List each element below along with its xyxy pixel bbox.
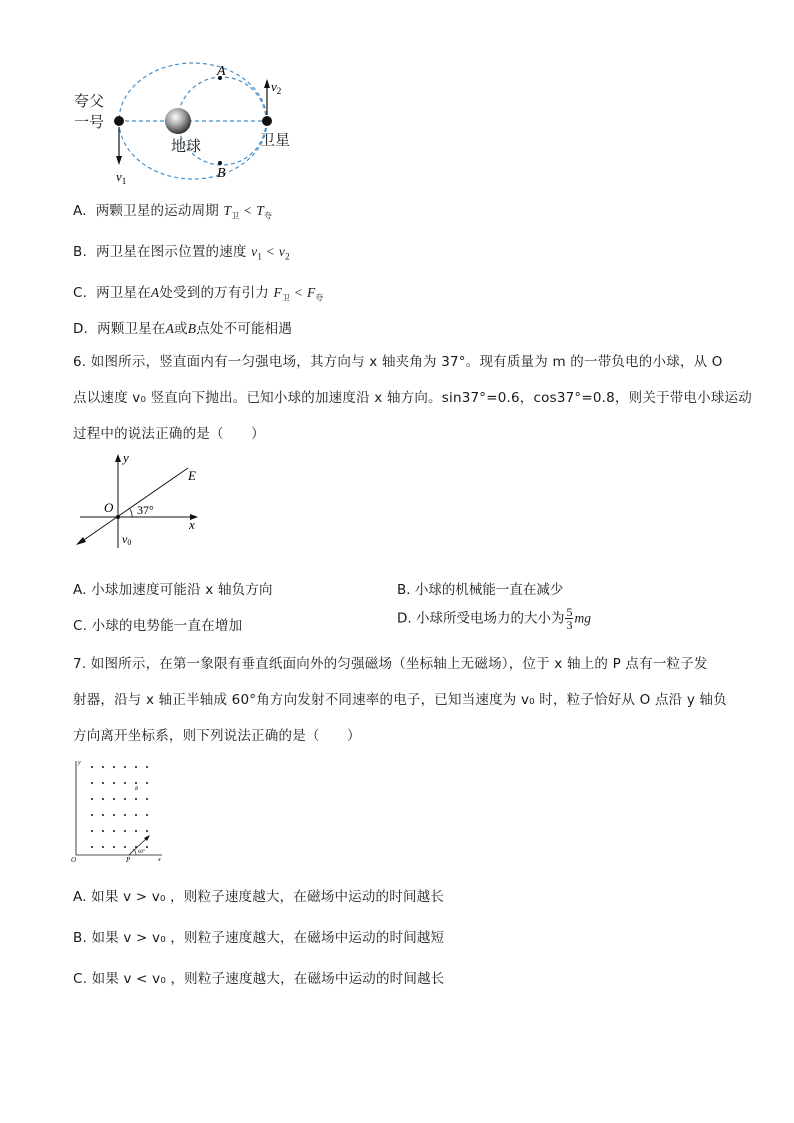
field-dot	[135, 766, 137, 768]
field-dot	[113, 846, 115, 848]
field-dot	[102, 782, 104, 784]
q6-stem-line3: 过程中的说法正确的是（ ）	[73, 426, 265, 442]
satellite-diagram	[70, 55, 310, 185]
y-axis-arrowhead	[115, 454, 121, 462]
satellite-figure	[70, 55, 310, 185]
field-dot	[91, 782, 93, 784]
field-arrowhead	[76, 537, 86, 545]
p-label: P	[126, 856, 131, 864]
y-label: y	[78, 760, 81, 766]
o-label: O	[71, 856, 77, 864]
field-dot	[124, 782, 126, 784]
field-dot	[91, 830, 93, 832]
field-dot	[135, 814, 137, 816]
magnetic-field-diagram	[66, 755, 176, 865]
field-dot	[146, 798, 148, 800]
earth-label: 地球	[171, 137, 202, 155]
field-dot	[102, 830, 104, 832]
kuafu-dot	[114, 116, 124, 126]
field-dot	[135, 782, 137, 784]
q5-option-a: A. 两颗卫星的运动周期 $T_卫 < T_夸$	[73, 203, 273, 221]
v2-label: $v_2$	[271, 79, 282, 96]
field-dot	[124, 814, 126, 816]
field-dot	[113, 814, 115, 816]
x-label: x	[189, 517, 195, 532]
field-dot	[113, 782, 115, 784]
q5-option-d: D. 两颗卫星在A或B点处不可能相遇	[73, 321, 293, 337]
v1-arrowhead	[116, 156, 122, 165]
field-dot	[113, 798, 115, 800]
angle-arc-60	[133, 849, 136, 855]
q6-option-b: B. 小球的机械能一直在减少	[397, 582, 564, 598]
field-dot	[113, 766, 115, 768]
v1-label: $v_1$	[116, 169, 127, 185]
x-label: x	[158, 857, 161, 863]
b-label: B	[135, 787, 139, 792]
v0-label: v0	[122, 532, 132, 547]
field-dot	[146, 766, 148, 768]
field-dot	[91, 766, 93, 768]
q7-stem-line1: 7. 如图所示，在第一象限有垂直纸面向外的匀强磁场（坐标轴上无磁场），位于 x 轴上的 P 点有一粒子发	[73, 656, 708, 672]
field-dot	[102, 766, 104, 768]
fraction: $\frac{5}{3}$	[566, 605, 573, 632]
magnetic-field-figure	[66, 755, 176, 865]
field-dot	[146, 830, 148, 832]
electric-field-diagram	[70, 450, 210, 560]
angle-label: 37°	[137, 503, 154, 517]
earth	[165, 108, 191, 134]
field-dot	[102, 798, 104, 800]
q5-option-c: C. 两卫星在A处受到的万有引力 $F_卫 < F_夸$	[73, 285, 324, 303]
field-dot	[124, 798, 126, 800]
q7-stem-line2: 射器，沿与 x 轴正半轴成 60°角方向发射不同速率的电子，已知当速度为 v₀ 时，粒子恰好从 O 点沿 y 轴负	[73, 692, 727, 708]
o-label: O	[104, 500, 114, 515]
field-dot	[146, 782, 148, 784]
field-dot	[124, 830, 126, 832]
point-b-label: B	[217, 166, 226, 181]
y-label: y	[123, 450, 129, 465]
electric-field-figure	[70, 450, 210, 560]
field-dot	[91, 846, 93, 848]
field-dot	[146, 814, 148, 816]
e-label: E	[188, 468, 196, 483]
field-dot	[102, 814, 104, 816]
angle-label-60: 60°	[138, 850, 145, 855]
q5-option-b: B. 两卫星在图示位置的速度 $v_1 < v_2$	[73, 244, 290, 262]
field-dot	[124, 766, 126, 768]
point-b-dot	[218, 161, 222, 165]
q6-option-c: C. 小球的电势能一直在增加	[73, 618, 243, 634]
q6-option-a: A. 小球加速度可能沿 x 轴负方向	[73, 582, 273, 598]
field-dot	[146, 846, 148, 848]
q7-option-b: B. 如果 v > v₀ ，则粒子速度越大，在磁场中运动的时间越短	[73, 930, 445, 946]
satellite-label: 卫星	[260, 131, 291, 149]
field-dot	[135, 798, 137, 800]
field-dot	[124, 846, 126, 848]
q6-stem-line1: 6. 如图所示，竖直面内有一匀强电场，其方向与 x 轴夹角为 37°。现有质量为 m 的一带负电的小球，从 O	[73, 354, 723, 370]
q7-stem-line3: 方向离开坐标系，则下列说法正确的是（ ）	[73, 728, 361, 744]
point-a-label: A	[217, 64, 226, 79]
field-dot	[113, 830, 115, 832]
field-dot	[91, 798, 93, 800]
kuafu-label-1: 夸父	[74, 92, 105, 110]
v2-arrowhead	[264, 79, 270, 88]
field-dot	[135, 846, 137, 848]
satellite-dot	[262, 116, 272, 126]
field-dot	[102, 846, 104, 848]
angle-arc	[130, 509, 132, 517]
field-dot	[135, 830, 137, 832]
q7-option-c: C. 如果 v < v₀ ，则粒子速度越大，在磁场中运动的时间越长	[73, 971, 445, 987]
kuafu-label-2: 一号	[74, 113, 105, 131]
q7-option-a: A. 如果 v > v₀ ，则粒子速度越大，在磁场中运动的时间越长	[73, 889, 445, 905]
q6-option-d: D. 小球所受电场力的大小为 $\frac{5}{3}$ mg	[397, 605, 591, 632]
field-dot	[91, 814, 93, 816]
q6-stem-line2: 点以速度 v₀ 竖直向下抛出。已知小球的加速度沿 x 轴方向。sin37°=0.6，cos37°=0.8，则关于带电小球运动	[73, 390, 752, 406]
field-line	[78, 468, 188, 544]
